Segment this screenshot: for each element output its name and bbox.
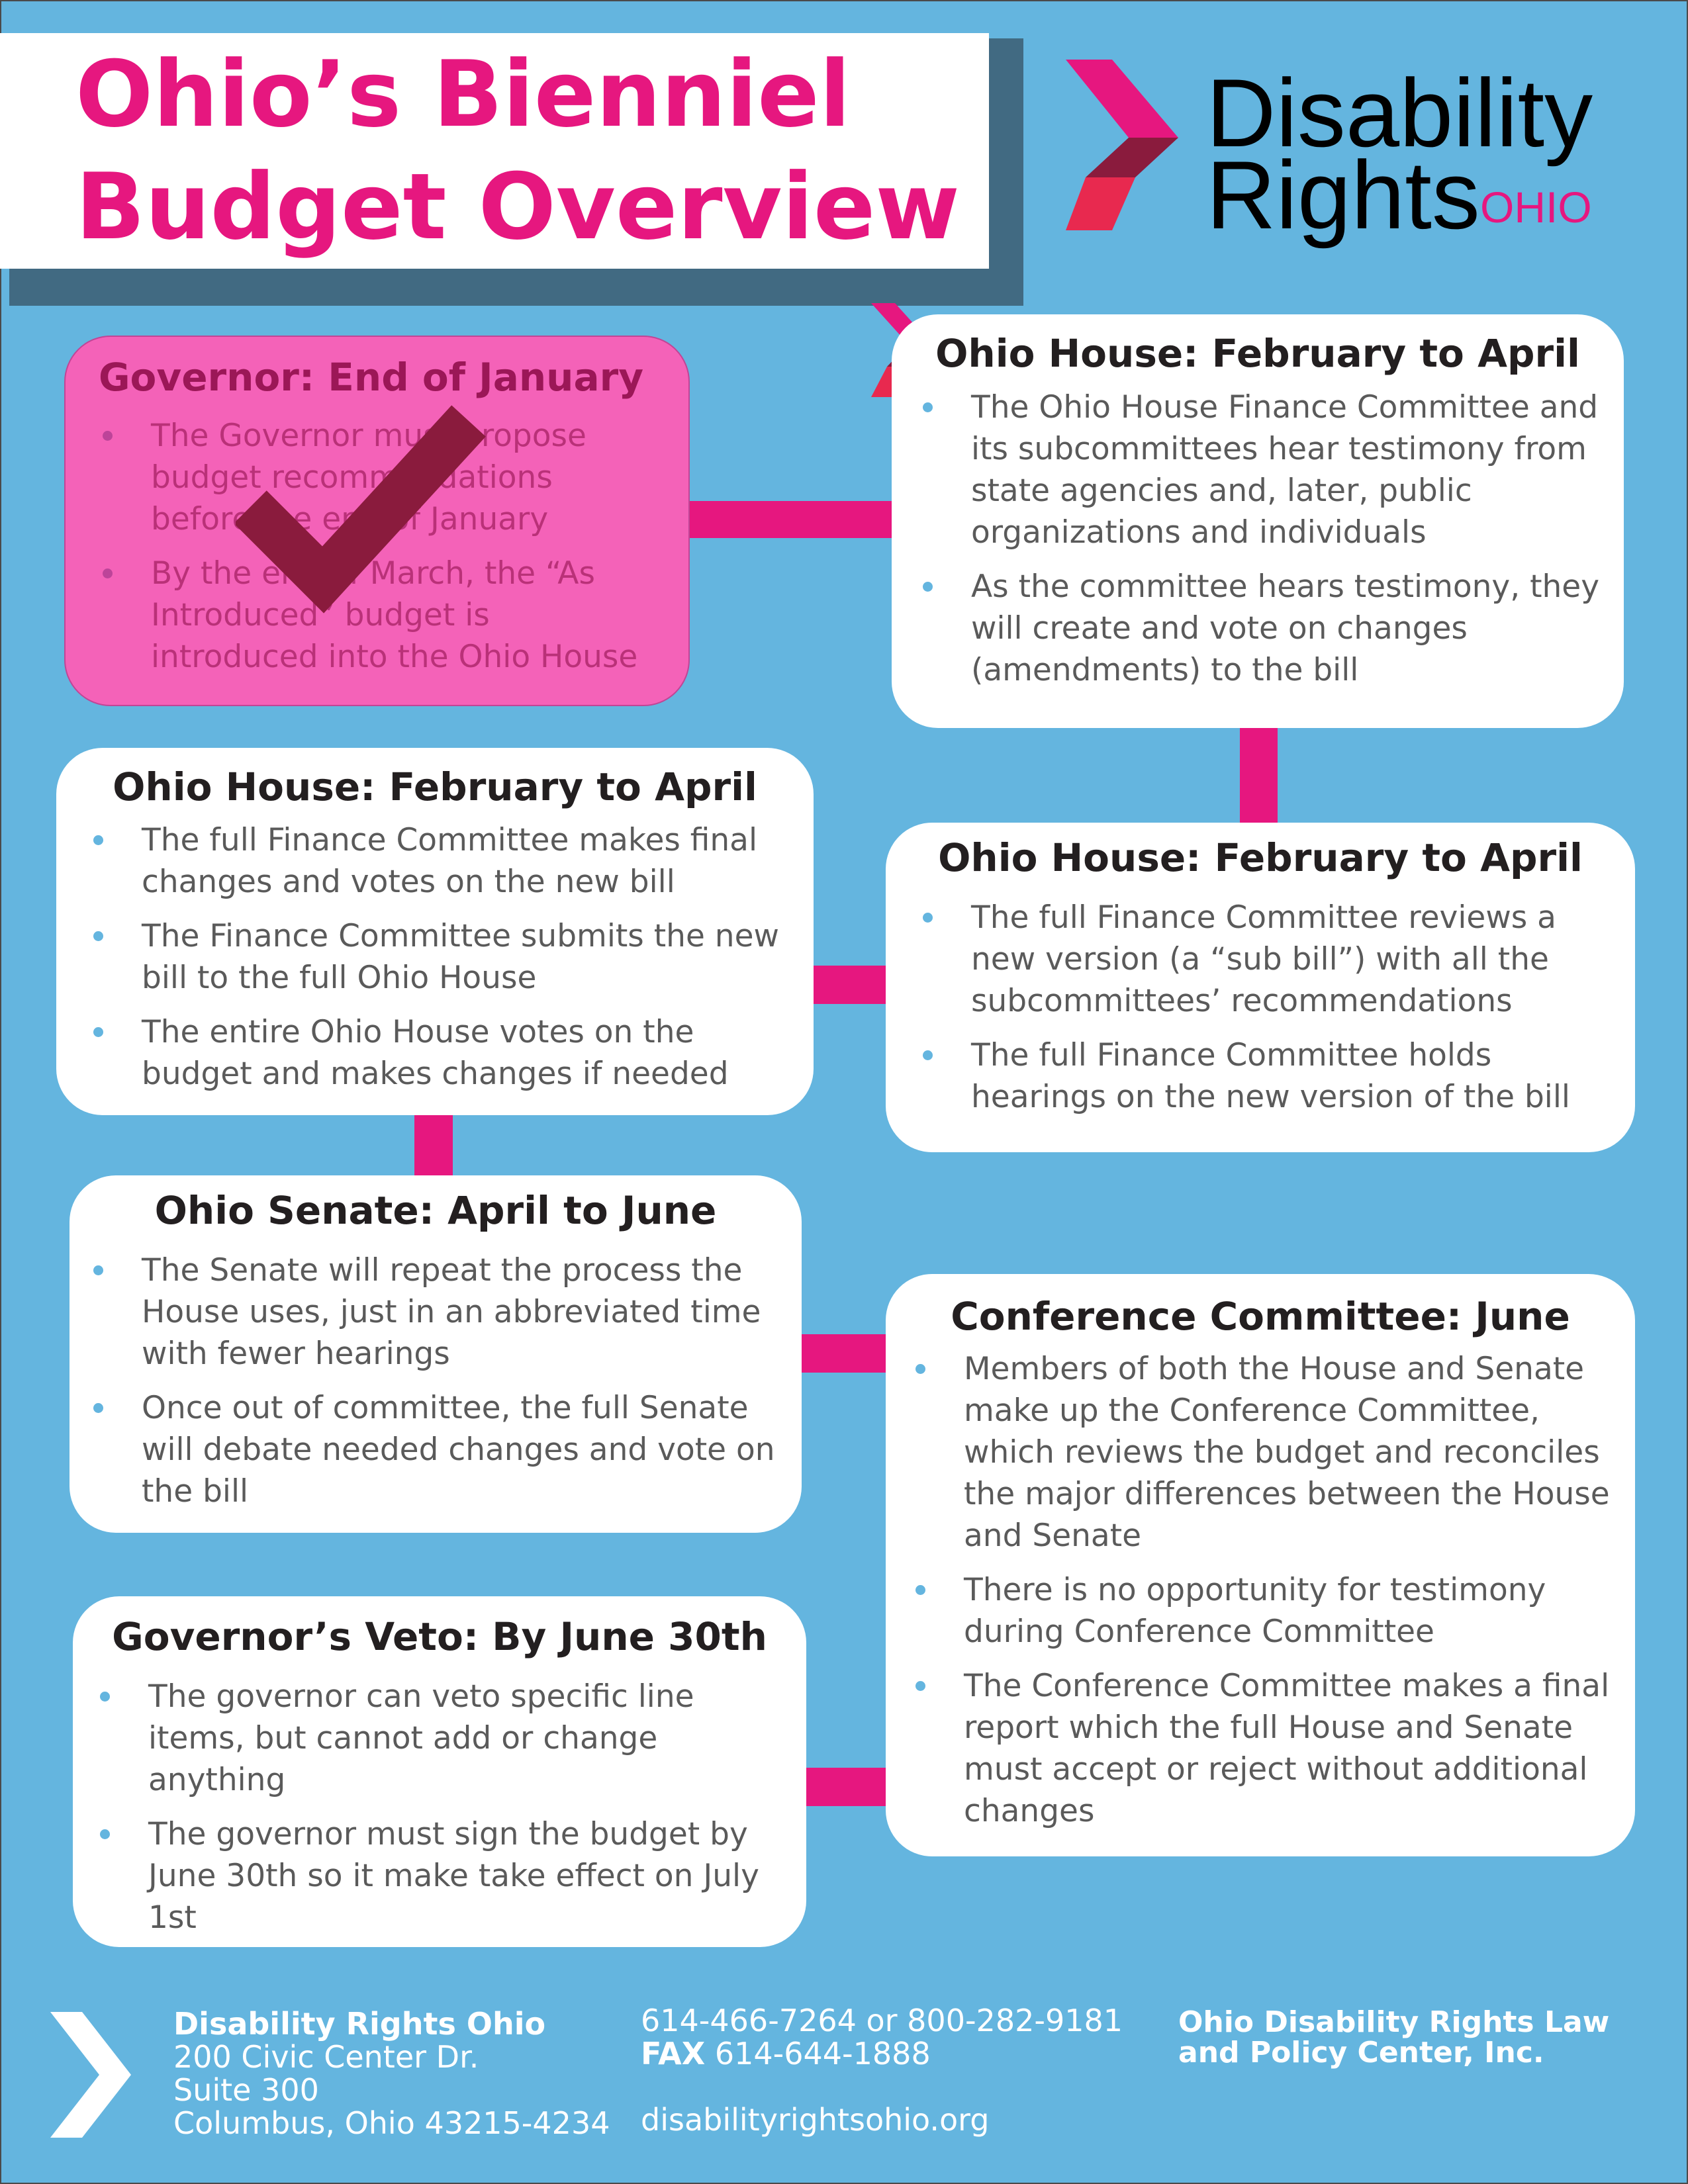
logo-state: OHIO	[1480, 183, 1592, 232]
step-bullet: The Senate will repeat the process the House uses, just in an abbreviated time with fewer hearings	[142, 1250, 790, 1375]
step-bullet: The full Finance Committee holds hearings on the new version of the bill	[971, 1034, 1620, 1118]
connector-governor-house1	[685, 501, 894, 538]
step-bullet: The Governor must propose budget recommendations before the end of January	[151, 415, 654, 540]
footer-legal-line1: Ohio Disability Rights Law	[1178, 2005, 1610, 2039]
step-card-house-sub-bill	[886, 823, 1635, 1152]
step-bullet: Once out of committee, the full Senate will debate needed changes and vote on the bill	[142, 1387, 790, 1512]
connector-conference-veto	[805, 1768, 889, 1806]
logo-chevron-icon	[1059, 60, 1192, 238]
step-bullet: As the committee hears testimony, they will create and vote on changes (amendments) to the bill	[971, 566, 1600, 691]
step-heading: Ohio House: February to April	[938, 835, 1583, 880]
step-bullet: The Conference Committee makes a final report which the full House and Senate must accept or reject without additional changes	[964, 1665, 1619, 1832]
footer-address-line2: Suite 300	[173, 2072, 319, 2108]
step-bullet: The governor can veto specific line items, but cannot add or change anything	[148, 1676, 790, 1801]
footer-legal-line2: and Policy Center, Inc.	[1178, 2036, 1544, 2070]
footer-fax: 614-644-1888	[714, 2036, 931, 2071]
logo-word-rights: Rights	[1206, 141, 1480, 249]
step-bullet: The full Finance Committee reviews a new version (a “sub bill”) with all the subcommittees’ recommendations	[971, 897, 1620, 1022]
step-bullet: There is no opportunity for testimony during Conference Committee	[964, 1569, 1619, 1653]
connector-house3-senate	[414, 1112, 453, 1178]
footer-address-line1: 200 Civic Center Dr.	[173, 2039, 479, 2075]
step-card-house-hearings	[892, 314, 1624, 728]
step-card-house-vote	[56, 748, 814, 1115]
step-card-conference	[886, 1274, 1635, 1856]
step-bullet: Members of both the House and Senate make up the Conference Committee, which reviews the budget and reconciles the major differences between the House and Senate	[964, 1348, 1619, 1557]
footer-contact	[641, 2004, 1123, 2136]
step-heading: Ohio House: February to April	[113, 764, 757, 809]
page-title-line1: Ohio’s Bienniel	[75, 41, 851, 148]
step-card-veto	[73, 1596, 806, 1947]
step-heading: Conference Committee: June	[951, 1294, 1570, 1339]
step-heading: Ohio House: February to April	[935, 331, 1580, 376]
step-bullet: The governor must sign the budget by June 30th so it make take effect on July 1st	[148, 1813, 790, 1938]
step-heading: Governor: End of January	[98, 355, 644, 400]
step-bullet: By the end of March, the “As Introduced” budget is introduced into the Ohio House	[151, 553, 654, 678]
footer-org: Disability Rights Ohio	[173, 2006, 546, 2042]
step-heading: Ohio Senate: April to June	[154, 1188, 717, 1233]
footer-address-line3: Columbus, Ohio 43215-4234	[173, 2105, 610, 2141]
connector-house2-house3	[811, 966, 887, 1004]
footer-chevron-icon	[50, 2012, 133, 2138]
page-title-line2: Budget Overview	[75, 154, 960, 260]
footer-phone: 614-466-7264 or 800-282-9181	[641, 2003, 1123, 2038]
footer-address	[173, 2007, 610, 2140]
step-heading: Governor’s Veto: By June 30th	[112, 1614, 767, 1659]
step-bullet: The Finance Committee submits the new bill to the full Ohio House	[142, 915, 797, 999]
footer-fax-label: FAX	[641, 2036, 706, 2071]
step-bullet: The entire Ohio House votes on the budget and makes changes if needed	[142, 1011, 797, 1095]
step-bullet: The full Finance Committee makes final changes and votes on the new bill	[142, 819, 797, 903]
footer-legal	[1178, 2007, 1609, 2068]
connector-house1-house2	[1240, 723, 1278, 823]
footer-website[interactable]: disabilityrightsohio.org	[641, 2102, 990, 2138]
checkmark-icon	[236, 402, 487, 621]
connector-senate-conference	[798, 1334, 889, 1373]
step-bullet: The Ohio House Finance Committee and its subcommittees hear testimony from state agencies and, later, public organizations and individuals	[971, 387, 1600, 553]
step-card-senate	[70, 1175, 802, 1533]
logo-word-disability: Disability	[1206, 59, 1593, 167]
